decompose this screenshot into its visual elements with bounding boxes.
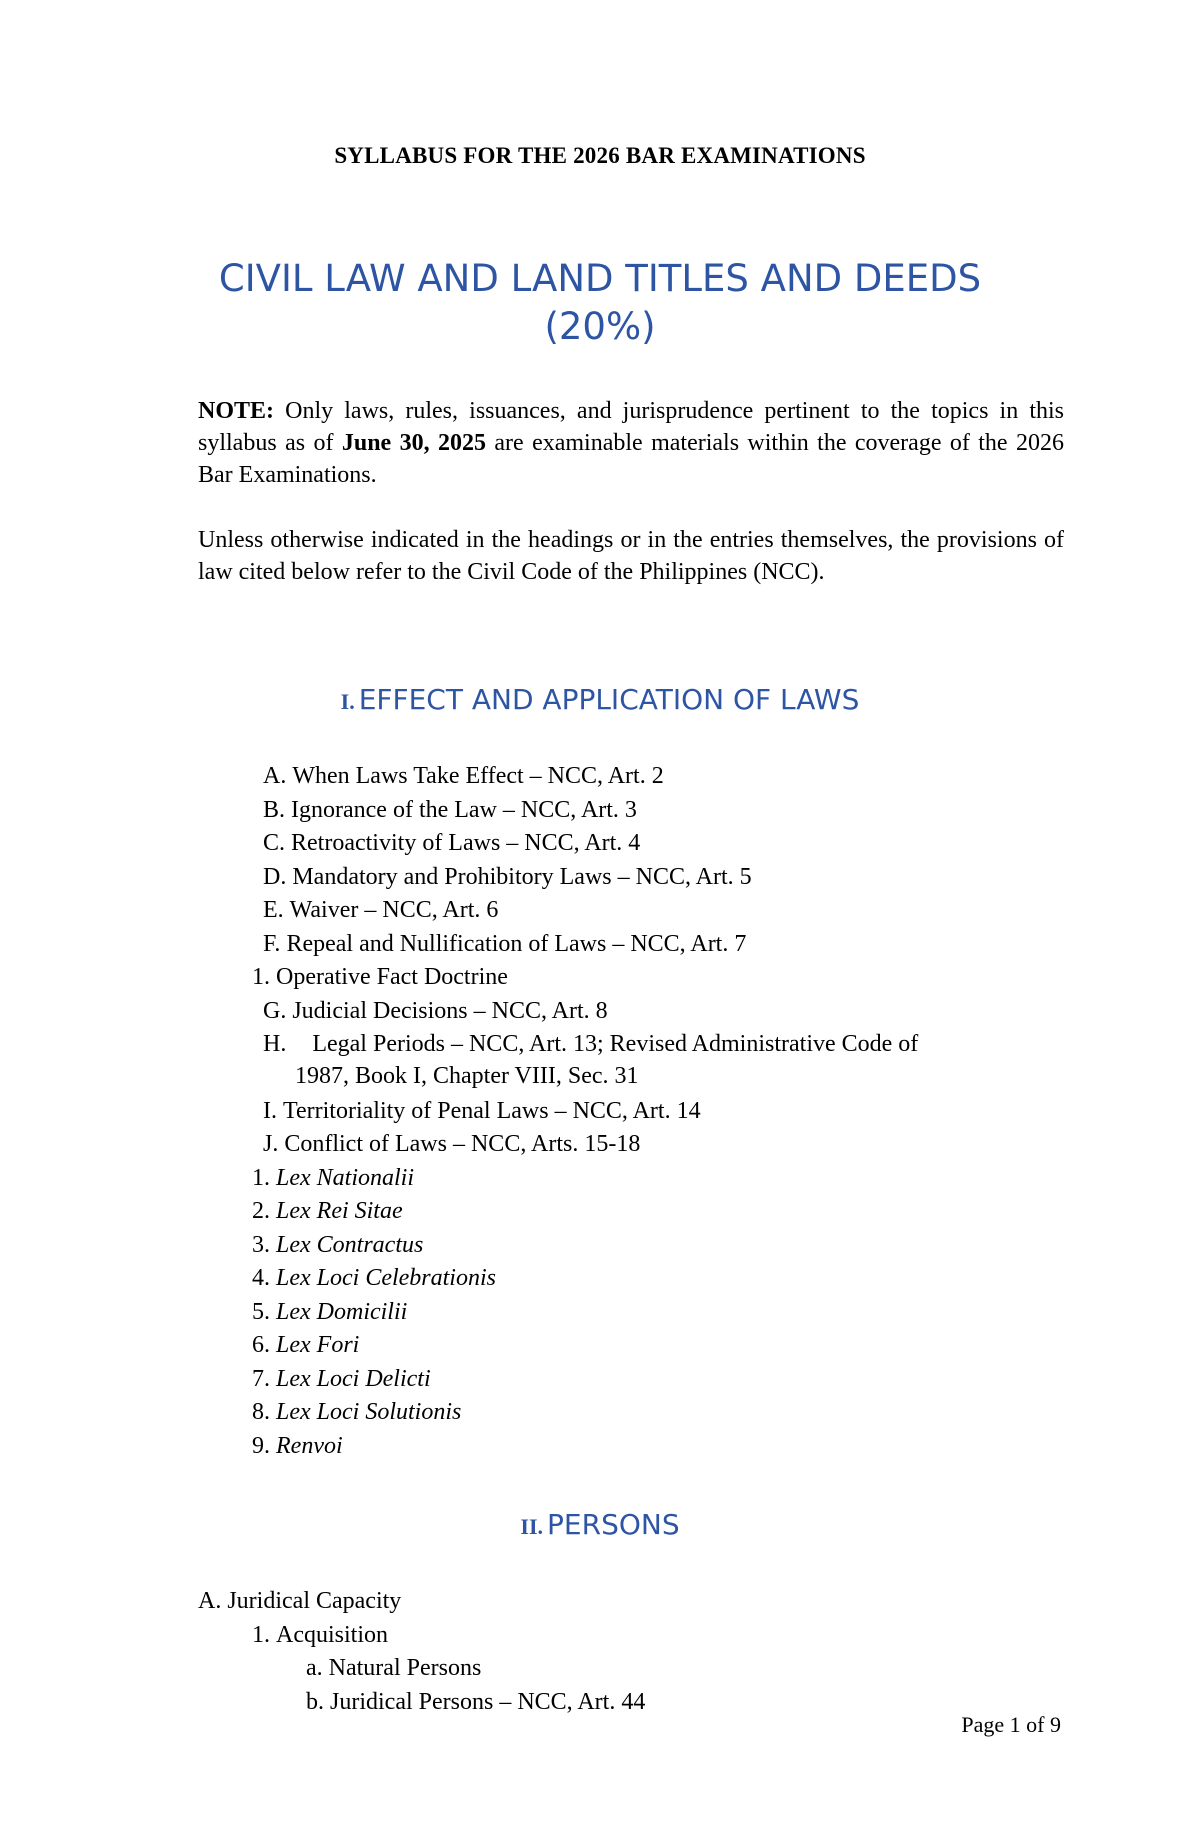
list-item: A. When Laws Take Effect – NCC, Art. 2 [263, 763, 664, 789]
section-title: EFFECT AND APPLICATION OF LAWS [358, 683, 860, 716]
list-item: B. Ignorance of the Law – NCC, Art. 3 [263, 797, 637, 823]
list-item: 5. Lex Domicilii [252, 1299, 408, 1325]
list-item: 3. Lex Contractus [252, 1232, 424, 1258]
page-number: Page 1 of 9 [961, 1712, 1061, 1737]
page-title [0, 255, 1200, 351]
note-date: June 30, 2025 [341, 430, 486, 456]
list-item: C. Retroactivity of Laws – NCC, Art. 4 [263, 830, 641, 856]
list-item: 2. Lex Rei Sitae [252, 1198, 403, 1224]
section-numeral: I. [340, 689, 355, 714]
document-header: SYLLABUS FOR THE 2026 BAR EXAMINATIONS [334, 143, 866, 168]
section-title: PERSONS [547, 1508, 680, 1541]
note-paragraph [198, 395, 1064, 491]
list-item: 9. Renvoi [252, 1433, 343, 1459]
page-title-line-2: (20%) [544, 305, 656, 348]
section-heading-effect-application [0, 683, 1200, 716]
list-item: J. Conflict of Laws – NCC, Arts. 15-18 [263, 1131, 641, 1157]
intro-paragraph: Unless otherwise indicated in the headings or in the entries themselves, the provisions of law cited below refer to the Civil Code of the Philippines (NCC). [198, 527, 1064, 585]
list-item: E. Waiver – NCC, Art. 6 [263, 897, 499, 923]
list-item: G. Judicial Decisions – NCC, Art. 8 [263, 998, 608, 1024]
list-item: F. Repeal and Nullification of Laws – NCC, Art. 7 [263, 931, 747, 957]
list-item: a. Natural Persons [306, 1655, 482, 1681]
list-item: 1. Acquisition [252, 1622, 388, 1648]
section-numeral: II. [520, 1514, 544, 1539]
list-item: 4. Lex Loci Celebrationis [252, 1265, 496, 1291]
list-item: b. Juridical Persons – NCC, Art. 44 [306, 1689, 646, 1715]
list-item: H. Legal Periods – NCC, Art. 13; Revised Administrative Code of 1987, Book I, Chapter VIII, Sec. 31 [263, 1031, 919, 1089]
list-item: 7. Lex Loci Delicti [252, 1366, 431, 1392]
list-item: 1. Operative Fact Doctrine [252, 964, 508, 990]
list-item: 6. Lex Fori [252, 1332, 360, 1358]
list-item: 1. Lex Nationalii [252, 1165, 414, 1191]
note-text-1: Only laws, rules, issuances, and jurisprudence pertinent to the topics in this syllabus as of [198, 398, 1064, 456]
list-item: A. Juridical Capacity [198, 1588, 402, 1614]
list-item: 8. Lex Loci Solutionis [252, 1399, 462, 1425]
list-item: I. Territoriality of Penal Laws – NCC, Art. 14 [263, 1098, 701, 1124]
page-title-line-1: CIVIL LAW AND LAND TITLES AND DEEDS [218, 257, 982, 300]
list-item: D. Mandatory and Prohibitory Laws – NCC, Art. 5 [263, 864, 752, 890]
section-heading-persons [0, 1508, 1200, 1541]
note-label: NOTE: [198, 398, 275, 424]
note-text-2: are examinable materials within the coverage of the 2026 Bar Examinations. [198, 430, 1064, 488]
